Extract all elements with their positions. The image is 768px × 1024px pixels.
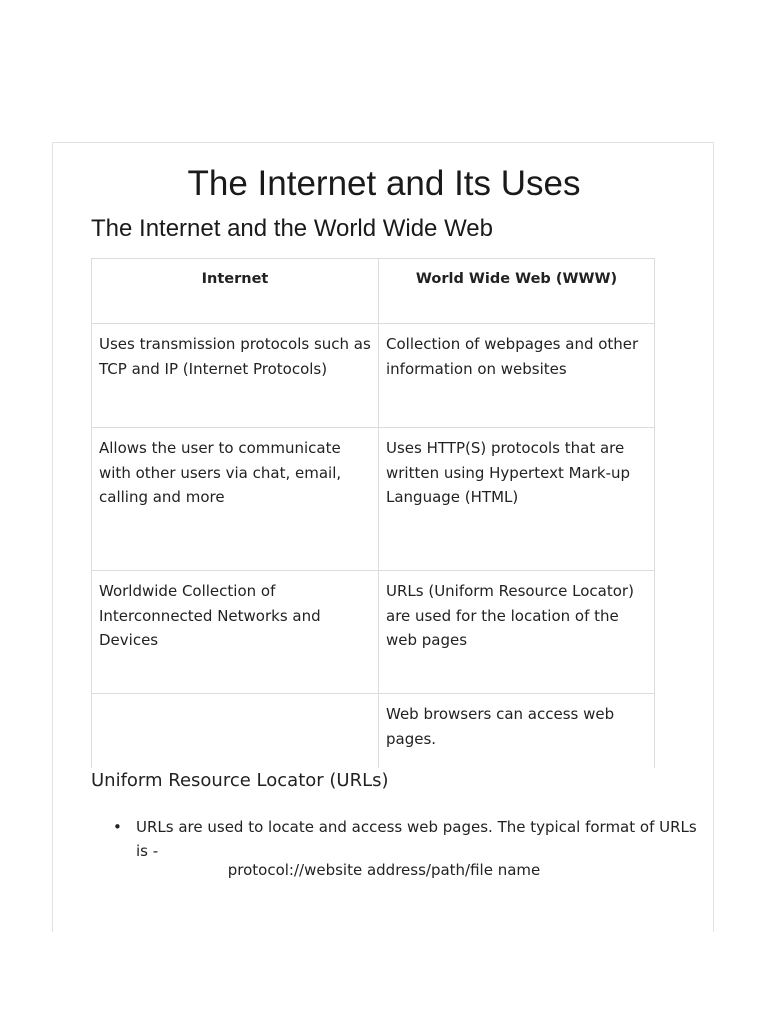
url-format-example: protocol://website address/path/file name xyxy=(227,861,541,879)
list-item-text: URLs are used to locate and access web pages. The typical format of URLs is - xyxy=(136,818,697,860)
url-sub-heading: Uniform Resource Locator (URLs) xyxy=(91,770,389,791)
document-page xyxy=(52,142,714,932)
table-row xyxy=(92,428,655,571)
column-header-www: World Wide Web (WWW) xyxy=(379,259,655,324)
table-cell: Allows the user to communicate with other users via chat, email, calling and more xyxy=(92,428,379,571)
table-row xyxy=(92,694,655,769)
table-cell-empty xyxy=(92,694,379,769)
table-header-row xyxy=(92,259,655,324)
table-cell: Web browsers can access web pages. xyxy=(379,694,655,769)
section-heading: The Internet and the World Wide Web xyxy=(91,215,493,242)
list-item xyxy=(111,815,701,863)
table-cell: Uses HTTP(S) protocols that are written using Hypertext Mark-up Language (HTML) xyxy=(379,428,655,571)
table-cell: Collection of webpages and other information on websites xyxy=(379,324,655,428)
table-cell: Worldwide Collection of Interconnected Networks and Devices xyxy=(92,571,379,694)
table-cell: URLs (Uniform Resource Locator) are used for the location of the web pages xyxy=(379,571,655,694)
comparison-table xyxy=(91,258,655,768)
page-title: The Internet and Its Uses xyxy=(187,164,581,203)
table-row xyxy=(92,324,655,428)
column-header-internet: Internet xyxy=(92,259,379,324)
table-row xyxy=(92,571,655,694)
bullet-icon: • xyxy=(113,818,122,836)
bullet-list xyxy=(111,815,701,863)
table-viewport xyxy=(53,143,715,768)
table-cell: Uses transmission protocols such as TCP and IP (Internet Protocols) xyxy=(92,324,379,428)
